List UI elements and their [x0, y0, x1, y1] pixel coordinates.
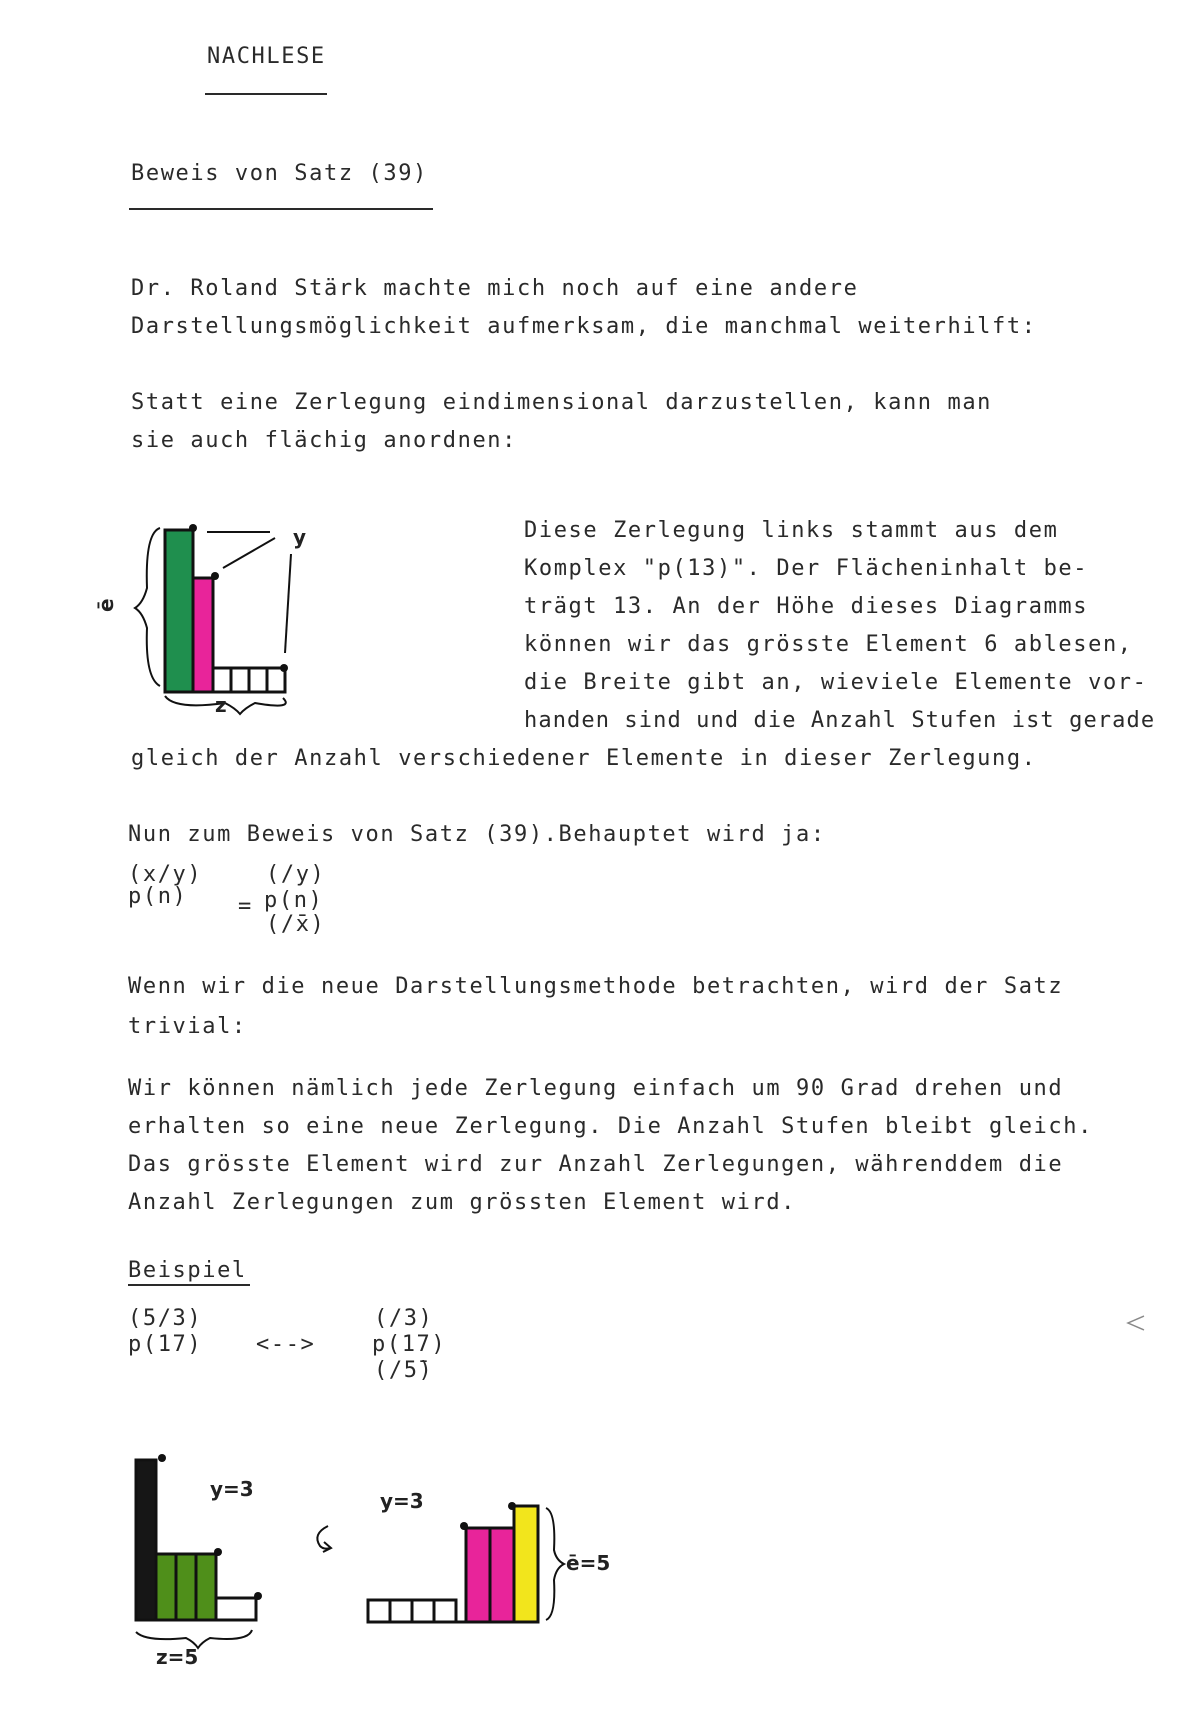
wenn-line-1: Wenn wir die neue Darstellungsmethode betrachten, wird der Satz: [128, 974, 1064, 999]
formula-left-top: (x/y): [128, 862, 203, 887]
side-text-line-2: Komplex "p(13)". Der Flächeninhalt be-: [524, 556, 1089, 581]
diagram-p17-rotated: [360, 1470, 640, 1630]
page-header: NACHLESE: [207, 44, 326, 69]
margin-mark: [1124, 1314, 1148, 1334]
formula-eq: =: [238, 894, 253, 919]
formula-right-bottom: (/x̄): [266, 912, 326, 937]
example-right-mid: p(17): [372, 1332, 447, 1357]
diagram2-label-y: y=3: [210, 1477, 254, 1501]
example-left-bottom: p(17): [128, 1332, 203, 1357]
wir-line-1: Wir können nämlich jede Zerlegung einfach um 90 Grad drehen und: [128, 1076, 1064, 1101]
statt-line-2: sie auch flächig anordnen:: [131, 428, 517, 453]
diagram2-olive-block: [156, 1554, 216, 1620]
diagram3-label-y: y=3: [380, 1489, 424, 1513]
intro-line-2: Darstellungsmöglichkeit aufmerksam, die manchmal weiterhilft:: [131, 314, 1037, 339]
diagram1-small-cell-3: [249, 668, 267, 692]
rotation-arrow-icon: [306, 1522, 346, 1562]
diagram1-label-z: z: [215, 693, 227, 717]
statt-line-1: Statt eine Zerlegung eindimensional darzustellen, kann man: [131, 390, 993, 415]
diagram1-green-bar: [165, 530, 193, 692]
side-text-line-4: können wir das grösste Element 6 ablesen,: [524, 632, 1133, 657]
side-text-line-1: Diese Zerlegung links stammt aus dem: [524, 518, 1059, 543]
example-arrow: <-->: [256, 1332, 316, 1357]
diagram-p17-original: [118, 1450, 278, 1670]
example-right-bottom: (/5̄): [374, 1358, 434, 1383]
section-title: Beweis von Satz (39): [131, 161, 428, 186]
wir-line-3: Das grösste Element wird zur Anzahl Zerlegungen, währenddem die: [128, 1152, 1064, 1177]
formula-left-bottom: p(n): [128, 884, 188, 909]
diagram1-label-y: y: [293, 525, 307, 549]
side-text-line-3: trägt 13. An der Höhe dieses Diagramms: [524, 594, 1089, 619]
header-underline: [205, 93, 327, 95]
diagram3-yellow-bar: [514, 1506, 538, 1622]
diagram1-label-e: ē: [94, 598, 118, 612]
formula-right-mid: p(n): [264, 888, 324, 913]
side-text-line-6: handen sind und die Anzahl Stufen ist gerade: [524, 708, 1156, 733]
example-heading: Beispiel: [128, 1258, 247, 1283]
diagram3-cell-2: [390, 1600, 412, 1622]
diagram3-cell-4: [434, 1600, 456, 1622]
diagram3-cell-3: [412, 1600, 434, 1622]
intro-line-1: Dr. Roland Stärk machte mich noch auf eine andere: [131, 276, 859, 301]
diagram3-cell-1: [368, 1600, 390, 1622]
example-heading-underline: [128, 1284, 250, 1286]
diagram1-magenta-bar: [193, 578, 213, 692]
diagram2-label-z: z=5: [156, 1645, 199, 1669]
wenn-line-2: trivial:: [128, 1014, 247, 1039]
formula-right-top: (/y): [266, 862, 326, 887]
proof-intro: Nun zum Beweis von Satz (39).Behauptet wird ja:: [128, 822, 826, 847]
diagram2-black-bar: [136, 1460, 156, 1620]
diagram1-small-cell-1: [213, 668, 231, 692]
side-text-continuation: gleich der Anzahl verschiedener Elemente in dieser Zerlegung.: [131, 746, 1037, 771]
example-right-top: (/3): [374, 1306, 434, 1331]
wir-line-2: erhalten so eine neue Zerlegung. Die Anzahl Stufen bleibt gleich.: [128, 1114, 1093, 1139]
example-left-top: (5/3): [128, 1306, 203, 1331]
side-text-line-5: die Breite gibt an, wieviele Elemente vor-: [524, 670, 1148, 695]
diagram1-small-cell-2: [231, 668, 249, 692]
wir-line-4: Anzahl Zerlegungen zum grössten Element wird.: [128, 1190, 797, 1215]
section-underline: [129, 208, 433, 210]
diagram3-label-e: ē=5: [566, 1551, 611, 1575]
diagram-p13: [94, 518, 315, 717]
